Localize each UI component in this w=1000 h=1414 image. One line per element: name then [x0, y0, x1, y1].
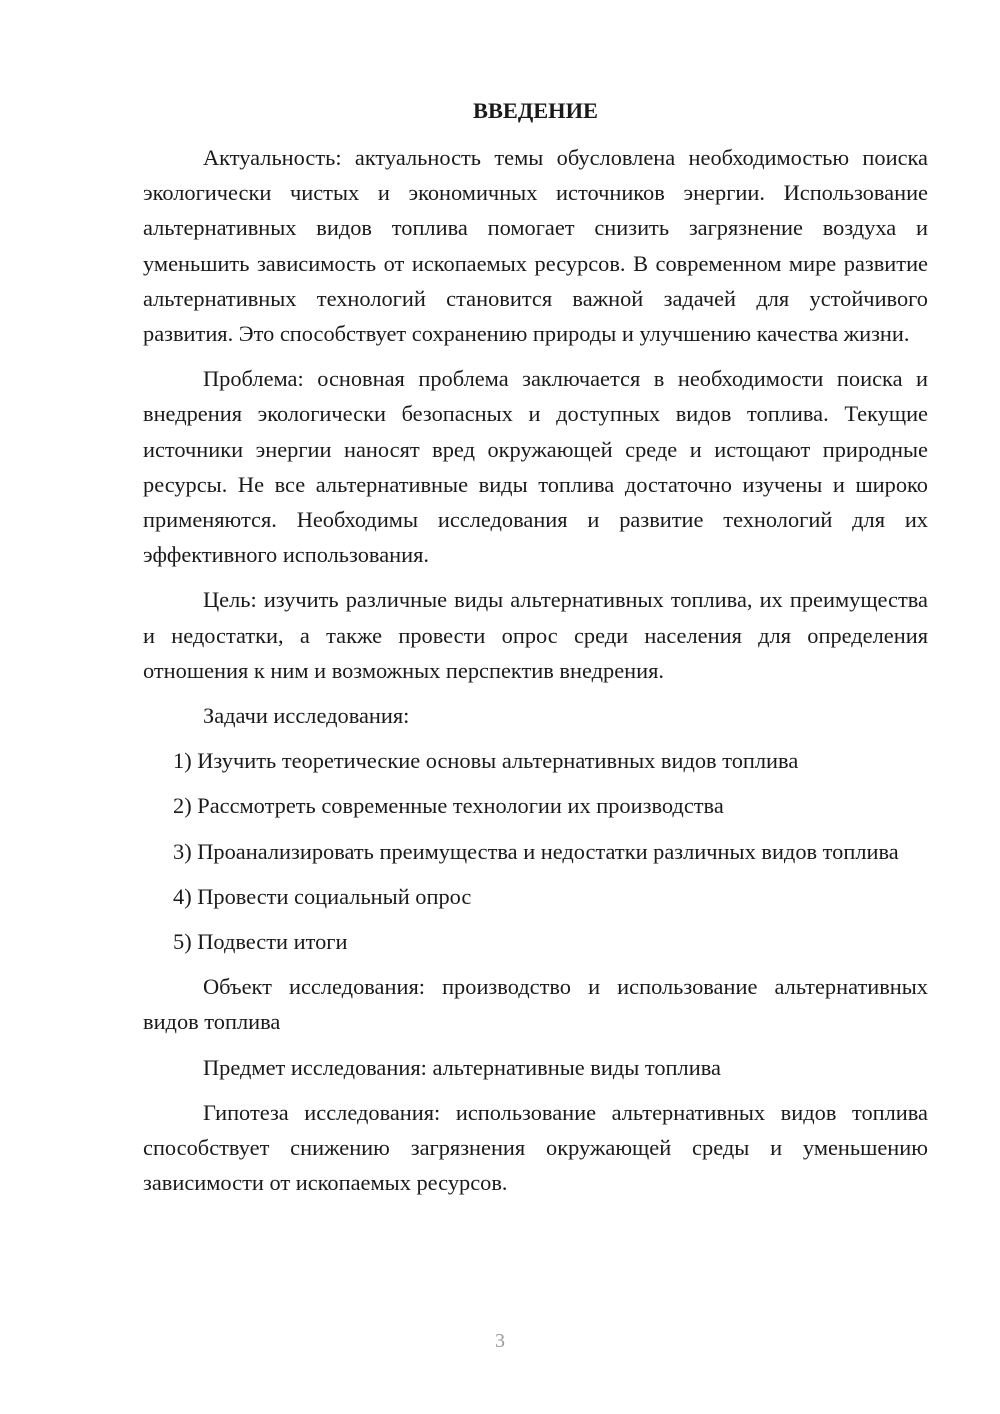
task-item-3: 3) Проанализировать преимущества и недостатки различных видов топлива — [173, 838, 899, 864]
task-item-5: 5) Подвести итоги — [173, 929, 348, 955]
tasks-heading: Задачи исследования: — [203, 703, 410, 729]
hypothesis-paragraph: Гипотеза исследования: использование альтернативных видов топлива способствует снижению загрязнения окружающей среды и уменьшению зависимости от ископаемых ресурсов. — [143, 1099, 928, 1196]
goal-paragraph: Цель: изучить различные виды альтернативных топлива, их преимущества и недостатки, а также провести опрос среди населения для определения отношения к ним и возможных перспектив внедрения. — [143, 587, 928, 683]
section-title: ВВЕДЕНИЕ — [473, 98, 598, 123]
problem-paragraph: Проблема: основная проблема заключается в необходимости поиска и внедрения экологически безопасных и доступных видов топлива. Текущие источники энергии наносят вред окружающей среде и истощают природные ресурсы. Не все альтернативные виды топлива достаточно изучены и широко применяются. Необходимы исследования и развитие технологий для их эффективного использования. — [143, 366, 928, 568]
task-item-4: 4) Провести социальный опрос — [173, 883, 472, 909]
relevance-paragraph: Актуальность: актуальность темы обусловлена необходимостью поиска экологически чистых и экономичных источников энергии. Использование альтернативных видов топлива помогает снизить загрязнение воздуха и уменьшить зависимость от ископаемых ресурсов. В современном мире развитие альтернативных технологий становится важной задачей для устойчивого развития. Это способствует сохранению природы и улучшению качества жизни. — [143, 145, 928, 347]
page-number: 3 — [495, 1330, 505, 1352]
task-item-1: 1) Изучить теоретические основы альтернативных видов топлива — [173, 748, 799, 774]
subject-paragraph: Предмет исследования: альтернативные виды топлива — [203, 1054, 721, 1080]
document-body — [143, 93, 928, 1210]
task-item-2: 2) Рассмотреть современные технологии их производства — [173, 793, 724, 819]
object-paragraph: Объект исследования: производство и использование альтернативных видов топлива — [143, 974, 928, 1035]
